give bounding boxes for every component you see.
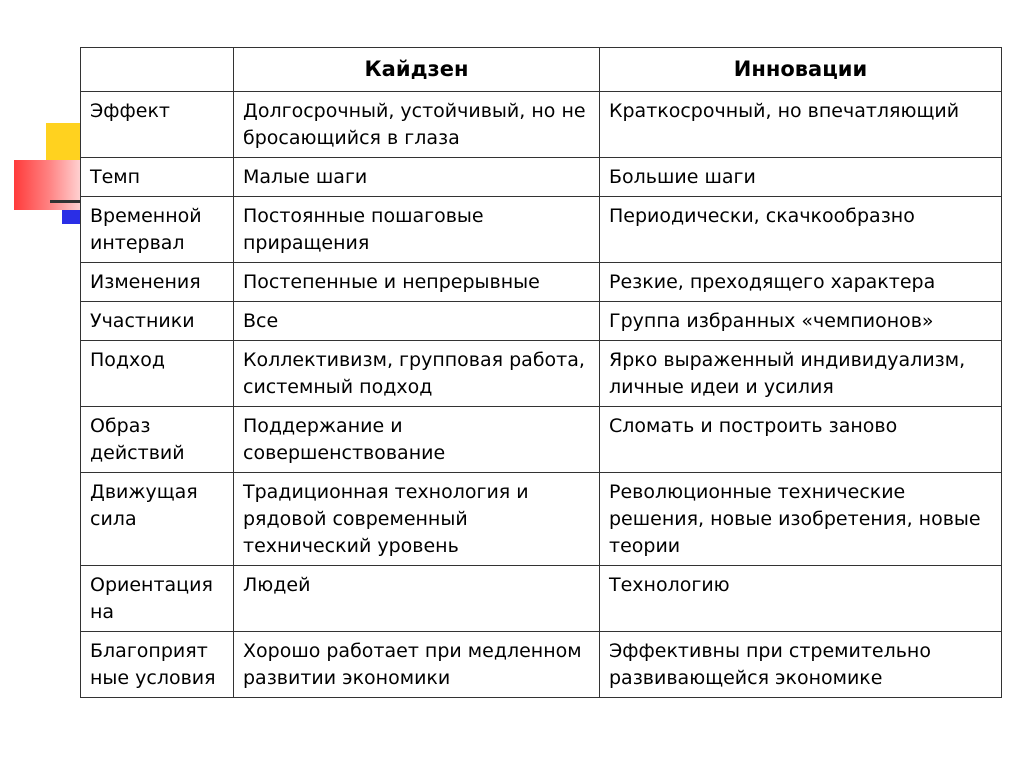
table-row <box>81 341 1002 407</box>
comparison-table <box>80 47 1002 698</box>
table-row <box>81 302 1002 341</box>
row-label-cell: Движущая сила <box>81 473 234 566</box>
kaizen-cell: Традиционная технология и рядовой современный технический уровень <box>234 473 600 566</box>
table-row <box>81 566 1002 632</box>
header-innovation: Инновации <box>600 48 1002 92</box>
decoration-line <box>50 200 80 203</box>
innovation-cell: Эффективны при стремительно развивающейся экономике <box>600 632 1002 698</box>
table-row <box>81 158 1002 197</box>
kaizen-cell: Все <box>234 302 600 341</box>
row-label-cell: Временной интервал <box>81 197 234 263</box>
kaizen-cell: Малые шаги <box>234 158 600 197</box>
innovation-cell: Группа избранных «чемпионов» <box>600 302 1002 341</box>
innovation-cell: Периодически, скачкообразно <box>600 197 1002 263</box>
kaizen-cell: Людей <box>234 566 600 632</box>
innovation-cell: Технологию <box>600 566 1002 632</box>
innovation-cell: Резкие, преходящего характера <box>600 263 1002 302</box>
kaizen-cell: Постепенные и непрерывные <box>234 263 600 302</box>
table-row <box>81 263 1002 302</box>
row-label-cell: Изменения <box>81 263 234 302</box>
table-header-row <box>81 48 1002 92</box>
table-row <box>81 473 1002 566</box>
innovation-cell: Революционные технические решения, новые изобретения, новые теории <box>600 473 1002 566</box>
kaizen-cell: Хорошо работает при медленном развитии экономики <box>234 632 600 698</box>
row-label-cell: Образ действий <box>81 407 234 473</box>
table-row <box>81 92 1002 158</box>
kaizen-cell: Поддержание и совершенствование <box>234 407 600 473</box>
kaizen-cell: Постоянные пошаговые приращения <box>234 197 600 263</box>
table-row <box>81 197 1002 263</box>
slide-bullet-decoration <box>0 0 90 240</box>
innovation-cell: Краткосрочный, но впечатляющий <box>600 92 1002 158</box>
row-label-cell: Ориентация на <box>81 566 234 632</box>
row-label-cell: Благоприят ные условия <box>81 632 234 698</box>
innovation-cell: Большие шаги <box>600 158 1002 197</box>
decoration-yellow-square <box>46 123 80 163</box>
row-label-cell: Эффект <box>81 92 234 158</box>
kaizen-cell: Долгосрочный, устойчивый, но не бросающийся в глаза <box>234 92 600 158</box>
table-row <box>81 407 1002 473</box>
row-label-cell: Участники <box>81 302 234 341</box>
header-kaizen: Кайдзен <box>234 48 600 92</box>
innovation-cell: Сломать и построить заново <box>600 407 1002 473</box>
row-label-cell: Подход <box>81 341 234 407</box>
table-row <box>81 632 1002 698</box>
row-label-cell: Темп <box>81 158 234 197</box>
innovation-cell: Ярко выраженный индивидуализм, личные идеи и усилия <box>600 341 1002 407</box>
header-empty-cell <box>81 48 234 92</box>
kaizen-cell: Коллективизм, групповая работа, системный подход <box>234 341 600 407</box>
